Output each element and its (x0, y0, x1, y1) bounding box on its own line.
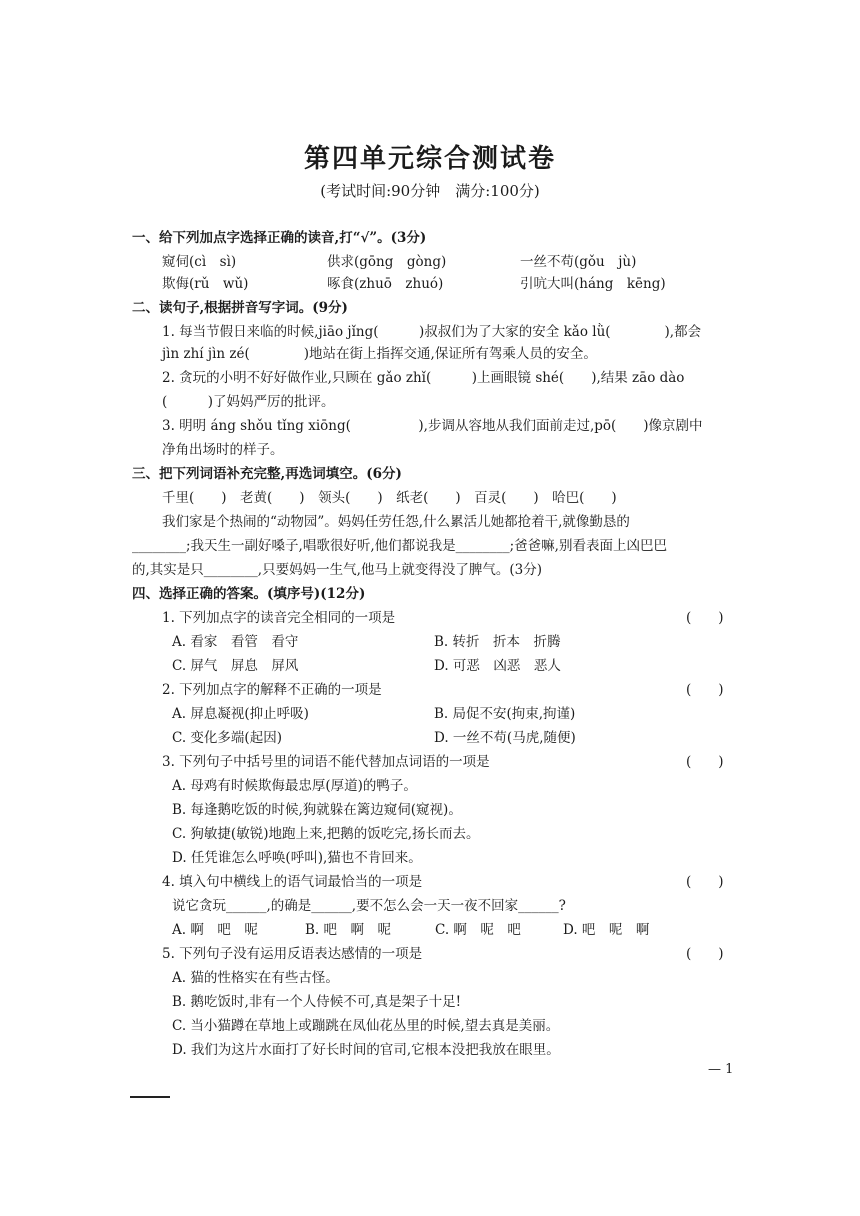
q1-stem: 1. 下列加点字的读音完全相同的一项是 (162, 610, 396, 626)
q1-option: A. 看家 看管 看守 (172, 634, 299, 650)
q3-option: A. 母鸡有时候欺侮最忠厚(厚道)的鸭子。 (172, 778, 417, 794)
answer-paren: ( ) (686, 874, 724, 890)
s2-line: 净角出场时的样子。 (162, 442, 284, 458)
s3-line: 我们家是个热闹的“动物园”。妈妈任劳任怨,什么累活儿她都抢着干,就像勤恳的 (162, 514, 630, 530)
s1-item: 引吭大叫(háng kēng) (520, 276, 666, 292)
exam-subtitle: (考试时间:90分钟 满分:100分) (320, 182, 540, 200)
q2-option: C. 变化多端(起因) (172, 730, 282, 746)
q3-option: B. 每逢鹅吃饭的时候,狗就躲在篱边窥伺(窥视)。 (172, 802, 462, 818)
q4-option: A. 啊 吧 呢 (172, 922, 258, 938)
q5-option: B. 鹅吃饭时,非有一个人侍候不可,真是架子十足! (172, 994, 462, 1010)
page-title: 第四单元综合测试卷 (303, 144, 556, 174)
answer-paren: ( ) (686, 610, 724, 626)
s2-line: jìn zhí jìn zé( )地站在街上指挥交通,保证所有驾乘人员的安全。 (162, 346, 597, 362)
section-2-heading: 二、读句子,根据拼音写字词。(9分) (132, 300, 348, 316)
s1-item: 欺侮(rǔ wǔ) (162, 276, 249, 292)
page-number: — 1 (708, 1062, 734, 1077)
q1-option: B. 转折 折本 折腾 (434, 634, 561, 650)
s2-line: 1. 每当节假日来临的时候,jiāo jǐng( )叔叔们为了大家的安全 kǎo lǜ( ),都会 (162, 324, 702, 340)
q4-option: C. 啊 呢 吧 (435, 922, 521, 938)
s1-item: 啄食(zhuō zhuó) (327, 276, 444, 292)
q3-option: C. 狗敏捷(敏锐)地跑上来,把鹅的饭吃完,扬长而去。 (172, 826, 480, 842)
q3-option: D. 任凭谁怎么呼唤(呼叫),猫也不肯回来。 (172, 850, 422, 866)
q4-option: D. 吧 呢 啊 (563, 922, 650, 938)
answer-paren: ( ) (686, 682, 724, 698)
q2-option: A. 屏息凝视(抑止呼吸) (172, 706, 309, 722)
s3-words: 千里( ) 老黄( ) 领头( ) 纸老( ) 百灵( ) 哈巴( ) (162, 490, 617, 506)
q5-option: A. 猫的性格实在有些古怪。 (172, 970, 339, 986)
q5-option: D. 我们为这片水面打了好长时间的官司,它根本没把我放在眼里。 (172, 1042, 560, 1058)
section-3-heading: 三、把下列词语补充完整,再选词填空。(6分) (132, 466, 402, 482)
s2-line: 2. 贪玩的小明不好好做作业,只顾在 gǎo zhǐ( )上画眼镜 shé( ),结果 zāo dào (162, 370, 685, 386)
s1-item: 供求(gōng gòng) (327, 254, 447, 270)
q5-option: C. 当小猫蹲在草地上或蹦跳在凤仙花丛里的时候,望去真是美丽。 (172, 1018, 560, 1034)
q1-option: C. 屏气 屏息 屏风 (172, 658, 299, 674)
section-1-heading: 一、给下列加点字选择正确的读音,打“√”。(3分) (132, 230, 427, 246)
s1-item: 一丝不苟(gǒu jù) (520, 254, 637, 270)
q4-stem: 4. 填入句中横线上的语气词最恰当的一项是 (162, 874, 423, 890)
s2-line: ( )了妈妈严厉的批评。 (162, 394, 335, 410)
section-4-heading: 四、选择正确的答案。(填序号)(12分) (132, 586, 366, 602)
q1-option: D. 可恶 凶恶 恶人 (434, 658, 561, 674)
q4-option: B. 吧 啊 呢 (305, 922, 392, 938)
s3-line: 的,其实是只________,只要妈妈一生气,他马上就变得没了脾气。(3分) (132, 562, 542, 578)
q2-option: D. 一丝不苟(马虎,随便) (434, 730, 576, 746)
s2-line: 3. 明明 áng shǒu tǐng xiōng( ),步调从容地从我们面前走过,pō( )像京剧中 (162, 418, 703, 434)
q3-stem: 3. 下列句子中括号里的词语不能代替加点词语的一项是 (162, 754, 490, 770)
answer-paren: ( ) (686, 754, 724, 770)
q5-stem: 5. 下列句子没有运用反语表达感情的一项是 (162, 946, 423, 962)
q4-sentence: 说它贪玩______,的确是______,要不怎么会一天一夜不回家______? (172, 898, 566, 914)
q2-option: B. 局促不安(拘束,拘谨) (434, 706, 576, 722)
s3-line: ________;我天生一副好嗓子,唱歌很好听,他们都说我是________;爸爸嘛,别看表面上凶巴巴 (132, 538, 667, 554)
s1-item: 窥伺(cì sì) (162, 254, 237, 270)
q2-stem: 2. 下列加点字的解释不正确的一项是 (162, 682, 382, 698)
answer-paren: ( ) (686, 946, 724, 962)
divider (130, 1096, 170, 1098)
